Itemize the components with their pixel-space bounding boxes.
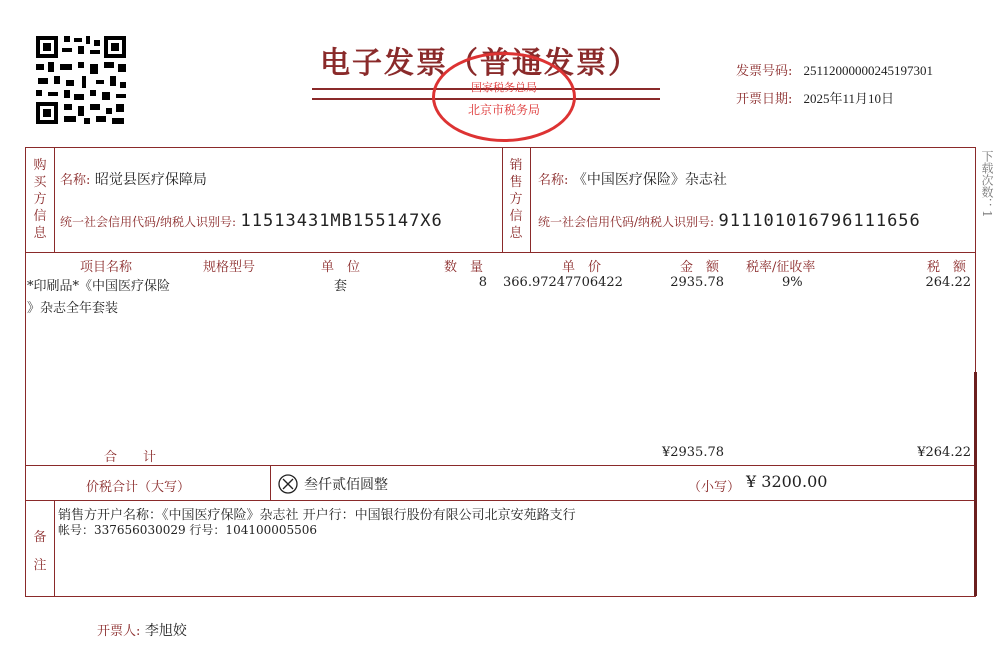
buyer-name-row (60, 169, 207, 189)
item-rate: 9% (782, 275, 803, 290)
item-price: 366.97247706422 (503, 275, 623, 290)
total-label: 合 计 (104, 450, 157, 465)
col-header-unit: 单 位 (321, 260, 361, 275)
grand-total-top-line (25, 465, 976, 466)
grand-total-words: 叁仟贰佰圆整 (304, 477, 388, 493)
invoice-date: 2025年11月10日 (803, 91, 895, 106)
invoice-date-row (736, 88, 894, 107)
buyer-id-row (60, 211, 443, 231)
buyer-id: 11513431MB155147X6 (240, 211, 443, 231)
issuer-label: 开票人: (97, 624, 141, 639)
issuer-row (97, 620, 187, 640)
grand-total-small-label: （小写） (688, 480, 741, 495)
remarks-line1: 销售方开户名称：《中国医疗保险》杂志社 开户行：中国银行股份有限公司北京安苑路支行 (58, 508, 576, 523)
grand-total-bottom-line (25, 500, 976, 501)
party-middle-divider (502, 147, 503, 252)
item-amount: 2935.78 (670, 275, 724, 290)
remarks-label: 备 注 (33, 530, 47, 573)
circled-x-icon (278, 474, 298, 494)
item-name-line2: 》杂志全年套装 (27, 301, 119, 316)
seller-id-row (538, 211, 921, 231)
tax-bureau-stamp (432, 52, 576, 142)
qr-code (34, 34, 128, 126)
invoice-number: 25112000000245197301 (803, 63, 934, 78)
item-tax: 264.22 (925, 275, 971, 290)
col-header-price: 单 价 (562, 260, 602, 275)
col-header-amount: 金 额 (680, 260, 720, 275)
grand-total-small-value: ¥ 3200.00 (746, 472, 828, 491)
remarks-line2: 帐号：337656030029 行号：104100005506 (58, 523, 318, 537)
col-header-name: 项目名称 (80, 260, 133, 275)
grand-total-divider (270, 465, 271, 500)
invoice-number-row (736, 60, 933, 79)
stamp-text-top: 国家税务总局 (471, 81, 537, 94)
seller-name: 《中国医疗保险》杂志社 (572, 172, 727, 188)
item-name-line1: *印刷品*《中国医疗保险 (27, 279, 171, 294)
buyer-section-label: 购 买 方 信 息 (33, 158, 47, 241)
invoice-date-label: 开票日期: (736, 92, 793, 107)
col-header-qty: 数 量 (444, 260, 484, 275)
col-header-spec: 规格型号 (203, 260, 256, 275)
grand-total-label: 价税合计（大写） (86, 480, 191, 495)
invoice-number-label: 发票号码: (736, 64, 793, 79)
party-divider (25, 252, 976, 253)
buyer-name-label: 名称: (60, 173, 91, 188)
frame-right-edge (974, 372, 977, 596)
seller-id-label: 统一社会信用代码/纳税人识别号: (538, 215, 715, 229)
seller-name-label: 名称: (538, 173, 569, 188)
total-amount: ¥2935.78 (661, 445, 724, 460)
total-tax: ¥264.22 (917, 445, 971, 460)
stamp-text-bottom: 北京市税务局 (467, 103, 540, 117)
remarks-divider (54, 500, 55, 596)
item-qty: 8 (478, 275, 487, 290)
seller-label-divider (530, 147, 531, 252)
seller-id: 911101016796111656 (718, 211, 921, 231)
buyer-name: 昭觉县医疗保障局 (94, 172, 207, 188)
item-unit: 套 (334, 279, 348, 294)
invoice-title: 电子发票（普通发票） (320, 46, 640, 81)
download-count: 下载次数：1 (980, 150, 994, 218)
col-header-rate: 税率/征收率 (746, 260, 816, 275)
seller-name-row (538, 169, 727, 189)
issuer-name: 李旭姣 (144, 623, 187, 639)
seller-section-label: 销 售 方 信 息 (509, 158, 523, 241)
buyer-label-divider (54, 147, 55, 252)
col-header-tax: 税 额 (927, 260, 967, 275)
buyer-id-label: 统一社会信用代码/纳税人识别号: (60, 215, 237, 229)
